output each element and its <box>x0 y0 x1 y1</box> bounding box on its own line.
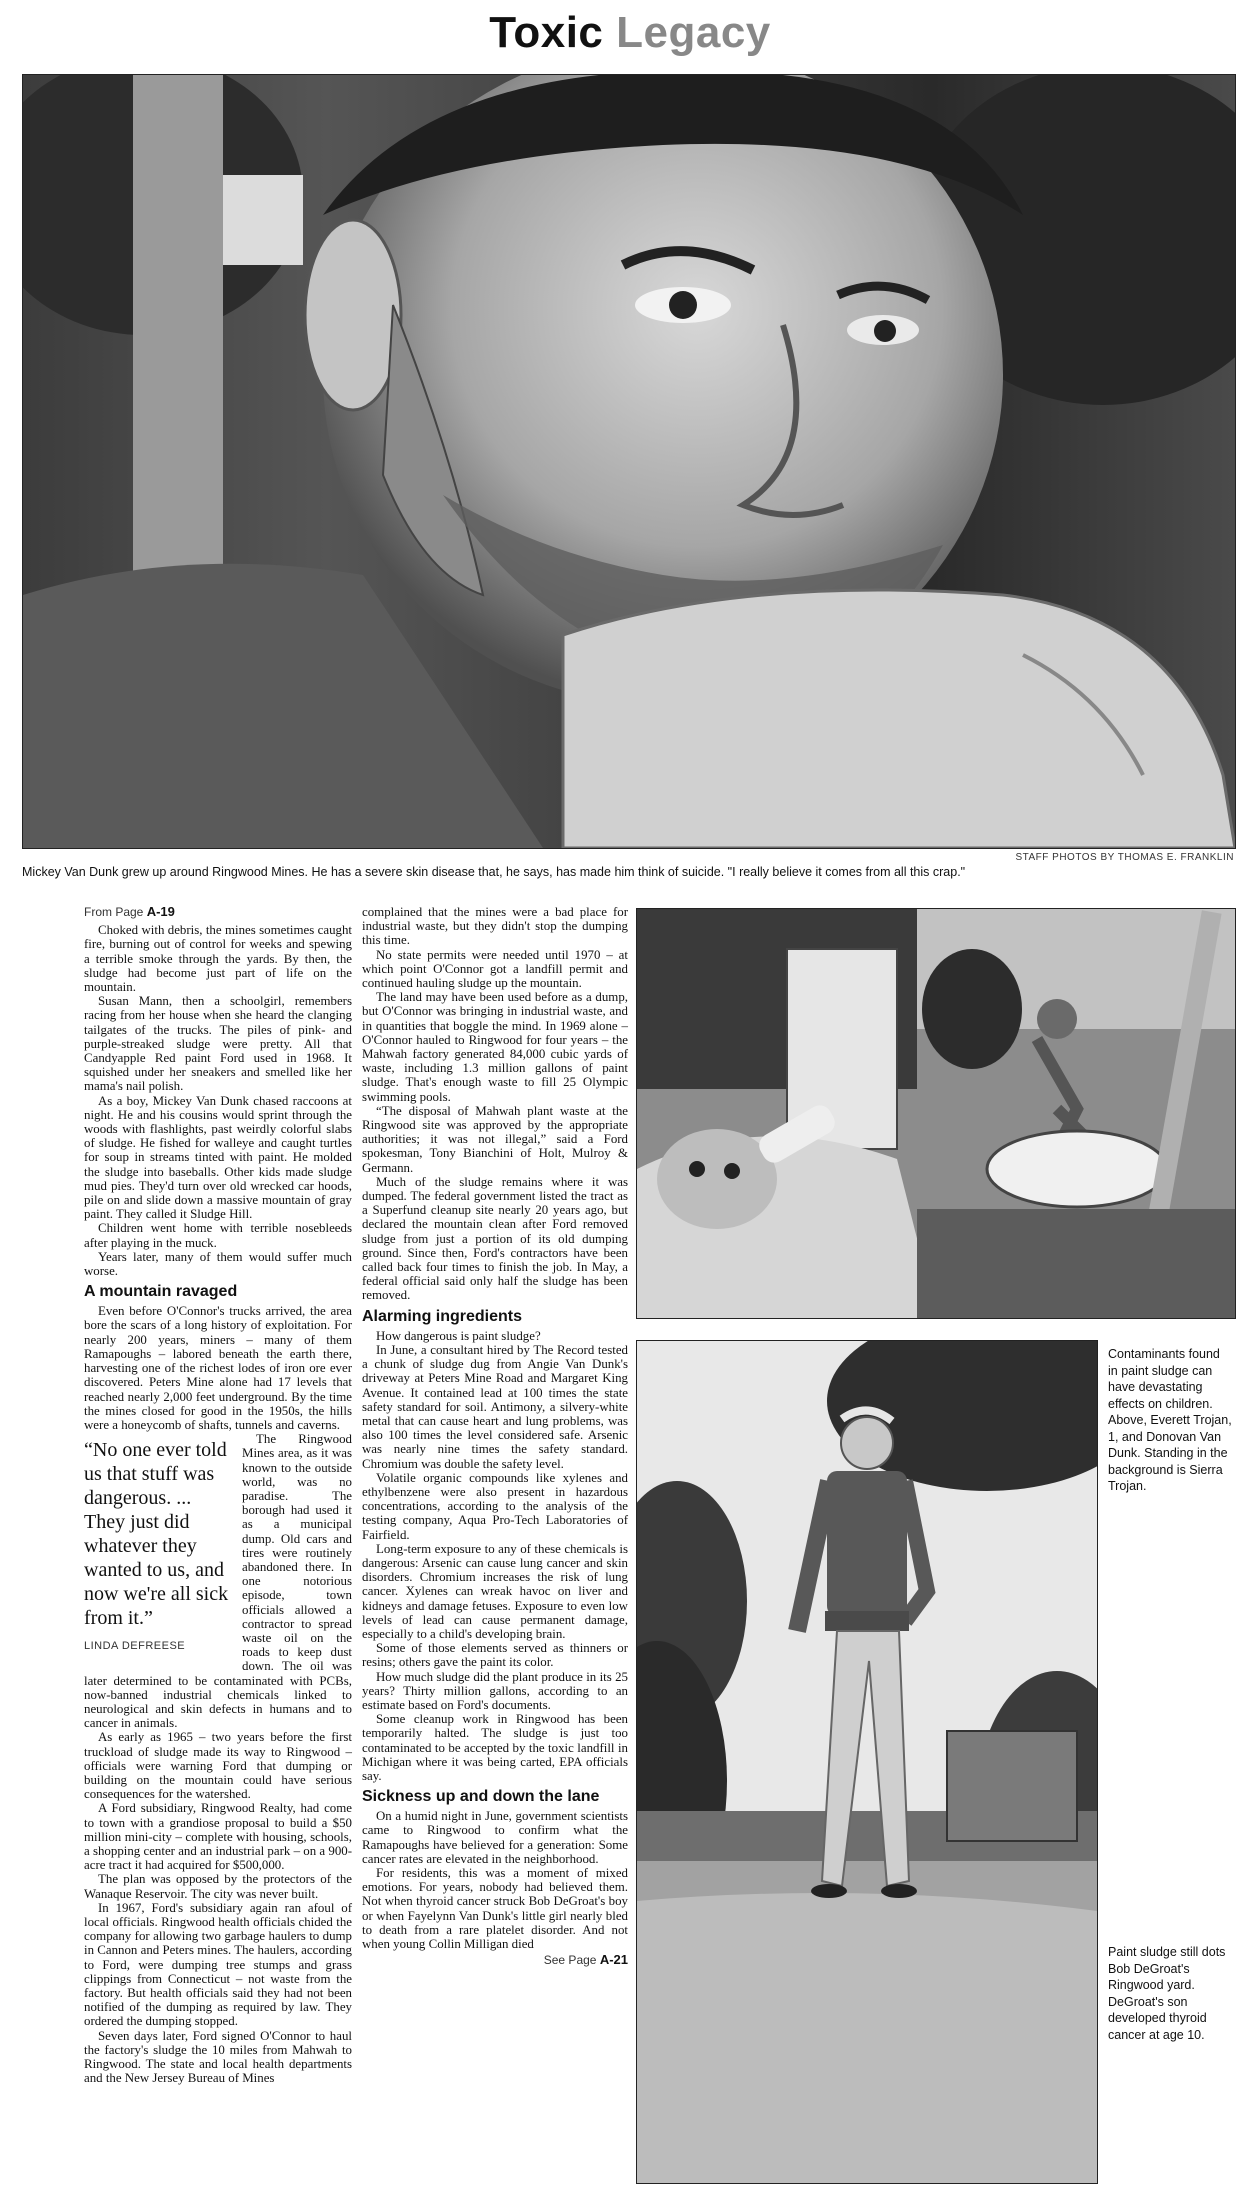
main-photo-caption: Mickey Van Dunk grew up around Ringwood Mines. He has a severe skin disease that, he says, has made him think of suicide. "I really believe it comes from all this crap." <box>22 865 966 879</box>
col2-paragraph: Some cleanup work in Ringwood has been temporarily halted. The sludge is just too contaminated to be accepted by the toxic landfill in Michigan where it was being carted, EPA officials say. <box>362 1712 628 1783</box>
col2-paragraph: On a humid night in June, government scientists came to Ringwood to confirm what the Ramapoughs have believed for a generation: Some cancer rates are elevated in the neighborhood. <box>362 1809 628 1866</box>
children-photo-caption: Contaminants found in paint sludge can have devastating effects on children. Above, Everett Trojan, 1, and Donovan Van Dunk. Standing in the background is Sierra Trojan. <box>1108 1347 1232 1493</box>
degroat-photo <box>636 1340 1098 2184</box>
degroat-photo-caption: Paint sludge still dots Bob DeGroat's Ringwood yard. DeGroat's son developed thyroid cancer at age 10. <box>1108 1945 1226 2042</box>
col2-paragraph: Some of those elements served as thinners or resins; others gave the paint its color. <box>362 1641 628 1670</box>
see-page-jump <box>362 1953 628 1967</box>
col2-paragraph: How much sludge did the plant produce in its 25 years? Thirty million gallons, according to an estimate based on Ford's documents. <box>362 1669 628 1712</box>
col2-paragraph: Volatile organic compounds like xylenes and ethylbenzene were also present in hazardous concentrations, according to the analysis of the testing company, Aqua Pro-Tech Laboratories of Fairfield. <box>362 1470 628 1542</box>
col1-paragraph: Seven days later, Ford signed O'Connor to haul the factory's sludge the 10 miles from Mahwah to Ringwood. The state and local health departments and the New Jersey Bureau of Mines <box>84 2028 352 2086</box>
col2-paragraph: complained that the mines were a bad place for industrial waste, but they didn't stop the dumping this time. <box>362 905 628 948</box>
pull-quote <box>84 1438 232 1658</box>
col2-paragraph: Long-term exposure to any of these chemicals is dangerous: Arsenic can cause lung cancer and skin disorders. Chromium increases the risk of lung cancer. Xylenes can wreak havoc on liver and kidneys and damage fetuses. Exposure to even low levels of lead can cause permanent damage, especially to a child's developing brain. <box>362 1541 628 1641</box>
from-page-number: A-19 <box>146 904 175 919</box>
col2-paragraph: Much of the sludge remains where it was dumped. The federal government listed the tract as a Superfund cleanup site nearly 20 years ago, but declared the mountain clean after Ford removed sludge from just a portion of its old dumping ground. Since then, Ford's contractors have been called back four times to finish the job. In May, a federal official said only half the sludge has been removed. <box>362 1174 628 1303</box>
col1-paragraph: In 1967, Ford's subsidiary again ran afoul of local officials. Ringwood health officials chided the company for allowing two garbage haulers to dump in Cannon and Peters mines. The haulers, according to Ford, were dumping tree stumps and grass clippings from Connecticut – not waste from the factory. But health officials said they had not been notified of the dumping as required by law. They ordered the dumping stopped. <box>84 1900 352 2029</box>
children-photo-illustration <box>637 909 1235 1318</box>
main-photo <box>22 74 1236 849</box>
pull-quote-text: “No one ever told us that stuff was dangerous. ... They just did whatever they wanted to us, and now we're all sick from it.” <box>84 1439 229 1630</box>
col1-paragraph: Choked with debris, the mines sometimes caught fire, burning out of control for weeks and spewing a terrible smoke through the yards. By then, the sludge had become just part of life on the mountain. <box>84 923 352 995</box>
see-page-number: A-21 <box>599 1952 628 1968</box>
article-column-2 <box>362 905 628 1967</box>
col2-paragraph: For residents, this was a moment of mixed emotions. For years, nobody had believed them. Not when thyroid cancer struck Bob DeGroat's boy or when Fayelynn Van Dunk's little girl nearly bled to death from a rare platelet disorder. And not when young Collin Milligan died <box>362 1866 628 1952</box>
from-page-label: From Page <box>84 905 144 919</box>
col1-paragraph: Years later, many of them would suffer much worse. <box>84 1249 352 1279</box>
degroat-photo-illustration <box>637 1341 1097 2183</box>
col1-paragraph: As a boy, Mickey Van Dunk chased raccoons at night. He and his cousins would sprint through the woods with flashlights, past weirdly colorful slabs of sludge. He fished for walleye and caught turtles for soup in streams tinted with paint. He molded the sludge into baseballs. Other kids made sludge mud pies. They'd turn over old wrecked car hoods, pile on and slide down a massive mountain of gray paint. They called it Sludge Hill. <box>84 1093 352 1222</box>
col1-paragraph: Children went home with terrible nosebleeds after playing in the muck. <box>84 1221 352 1250</box>
col2-paragraph: No state permits were needed until 1970 – at which point O'Connor got a landfill permit and continued hauling sludge up the mountain. <box>362 947 628 991</box>
col2-paragraph: How dangerous is paint sludge? <box>376 1328 541 1343</box>
pull-quote-attribution: LINDA DEFREESE <box>84 1640 186 1653</box>
header-word-toxic: Toxic <box>489 8 604 57</box>
children-photo <box>636 908 1236 1319</box>
header-word-legacy: Legacy <box>616 8 771 57</box>
subhead-sickness: Sickness up and down the lane <box>362 1788 600 1806</box>
col1-paragraph: Even before O'Connor's trucks arrived, the area bore the scars of a long history of exploitation. For nearly 200 years, miners – many of them Ramapoughs – labored beneath the earth there, harvesting one of the richest lodes of iron ore ever discovered. Peters Mine alone had 17 levels that reached nearly 2,000 feet underground. By the time the mines closed for good in the 1950s, the hills were a honeycomb of shafts, tunnels and caverns. <box>84 1304 352 1432</box>
main-photo-credit: STAFF PHOTOS BY THOMAS E. FRANKLIN <box>1015 852 1234 863</box>
col2-paragraph: “The disposal of Mahwah plant waste at the Ringwood site was approved by the appropriate authorities; it was not illegal,” said a Ford spokesman, Tony Bianchini of Holt, Mulroy & Germann. <box>362 1103 628 1175</box>
from-page-jump <box>84 905 352 919</box>
article-column-1 <box>84 905 352 2085</box>
col1-paragraph: The plan was opposed by the protectors of the Wanaque Reservoir. The city was never built. <box>84 1872 352 1901</box>
col2-paragraph: The land may have been used before as a dump, but O'Connor was bringing in industrial waste, and in quantities that boggle the mind. In 1969 alone – O'Connor hauled to Ringwood for four years – the Mahwah factory generated 84,000 cubic yards of waste, including 1.3 million gallons of paint sludge. That's enough waste to fill 25 Olympic swimming pools. <box>362 990 628 1104</box>
section-header <box>0 8 1260 58</box>
col1-paragraph: Susan Mann, then a schoolgirl, remembers racing from her house when she heard the clanging tailgates of the trucks. The piles of pink- and purple-streaked sludge were pretty. All that Candyapple Red paint Ford used in 1968. It squished under her sneakers and smelled like her mama's nail polish. <box>84 994 352 1094</box>
col1-paragraph: The Ringwood Mines area, as it was known to the outside world, was no paradise. The borough had used it as a municipal dump. Old cars and tires were routinely abandoned there. In one notorious episode, town officials allowed a contractor to spread waste oil on the roads to keep dust down. The oil was later determined to be contaminated with PCBs, now-banned industrial chemicals linked to neurological and skin defects in humans and to cancer in animals. <box>84 1432 352 1731</box>
subhead-alarming-ingredients: Alarming ingredients <box>362 1307 523 1325</box>
col1-paragraph: As early as 1965 – two years before the first truckload of sludge made its way to Ringwood – officials were warning Ford that dumping or building on the mountain could have serious consequences for the watershed. <box>84 1730 352 1802</box>
col2-paragraph: In June, a consultant hired by The Record tested a chunk of sludge dug from Angie Van Dunk's driveway at Peters Mine Road and Margaret King Avenue. It contained lead at 100 times the state safety standard for soil. Antimony, a silvery-white metal that can cause heart and lung problems, was also 100 times the level considered safe. Arsenic was nearly nine times the safety standard. Chromium was double the safety level. <box>362 1342 628 1471</box>
subhead-mountain-ravaged: A mountain ravaged <box>84 1283 238 1301</box>
main-photo-illustration <box>23 75 1235 848</box>
col1-paragraph: A Ford subsidiary, Ringwood Realty, had come to town with a grandiose proposal to build a $50 million mini-city – complete with housing, schools, a shopping center and an industrial park – on a 900-acre tract it had acquired for $500,000. <box>84 1801 352 1873</box>
see-page-label: See Page <box>543 1953 597 1968</box>
